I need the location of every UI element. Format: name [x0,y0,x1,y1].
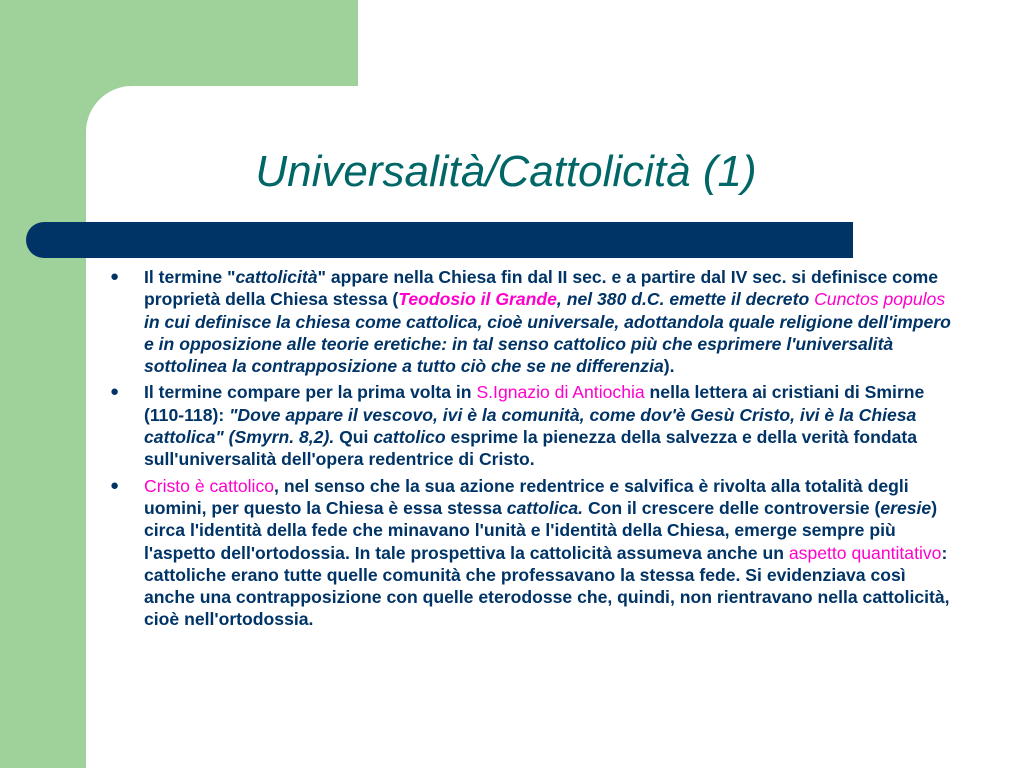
bullet-2-quote: "Dove appare il vescovo, ivi è la comunità, come dov'è Gesù Cristo, ivi è la Chiesa cattolica" (Smyrn. 8,2). [144,404,917,448]
bullet-1-text: ). [663,356,675,377]
bullet-3-term: cattolica. [506,497,584,518]
bullet-2-term: cattolico [373,427,446,448]
bullet-3-term-eresie: eresie [880,497,932,518]
bullet-3-highlight-quantitativo: aspetto quantitativo [788,542,942,563]
bullet-3-text: : cattoliche erano tutte quelle comunità che professavano la stessa fede. Si evidenziava così anche una contrapposizione con quelle eterodosse che, quindi, non rientravano nella cattolicità, cioè nell'ortodossia. [144,542,950,630]
bullet-item-1 [110,266,960,377]
bullet-1-italic-text: in cui definisce la chiesa come cattolica, cioè universale, adottandola quale religione dell'impero e in opposizione alle teorie eretiche: in tal senso cattolico più che esprimere l'universalità sottolinea la contrapposizione a tutto ciò che se ne differenzia [144,311,951,377]
bullet-1-text: " appare nella Chiesa fin dal II sec. e a partire dal IV sec. si definisce come proprietà della Chiesa stessa ( [144,267,939,310]
bullet-1-text: Il termine " [144,267,236,287]
slide-title: Universalità/Cattolicità (1) [255,147,757,196]
bullet-2-text: Qui [334,427,374,448]
bullet-3-highlight-cristo: Cristo è cattolico [144,475,275,496]
bullet-3-text: ) circa l'identità della fede che minavano l'unità e l'identità della Chiesa, emerge sempre più l'aspetto dell'ortodossia. In tale prospettiva la cattolicità assumeva anche un [144,497,938,563]
bullet-list [110,266,960,635]
title-underline-bar [26,222,853,258]
bullet-3-text: Con il crescere delle controversie ( [583,497,881,518]
disc-bullet-icon: ● [110,383,120,401]
bullet-item-2 [110,381,960,470]
disc-bullet-icon: ● [110,476,120,494]
bullet-2-text: nella lettera ai cristiani di Smirne (110-118): [144,382,925,425]
bullet-1-highlight-cunctos: Cunctos populos [814,289,946,310]
bullet-3-text: , nel senso che la sua azione redentrice e salvifica è rivolta alla totalità degli uomini, per questo la Chiesa è essa stessa [144,475,909,518]
bullet-2-text: Il termine compare per la prima volta in [144,382,477,403]
bullet-1-highlight-teodosio: Teodosio il Grande [398,289,557,310]
bullet-2-highlight-ignazio: S.Ignazio di Antiochia [476,382,645,403]
bullet-1-term: cattolicità [235,267,318,287]
disc-bullet-icon: ● [110,268,120,285]
bullet-item-3 [110,475,960,631]
bullet-1-italic-text: , nel 380 d.C. emette il decreto [556,289,815,310]
bullet-2-text: esprime la pienezza della salvezza e della verità fondata sull'universalità dell'opera redentrice di Cristo. [144,427,918,470]
